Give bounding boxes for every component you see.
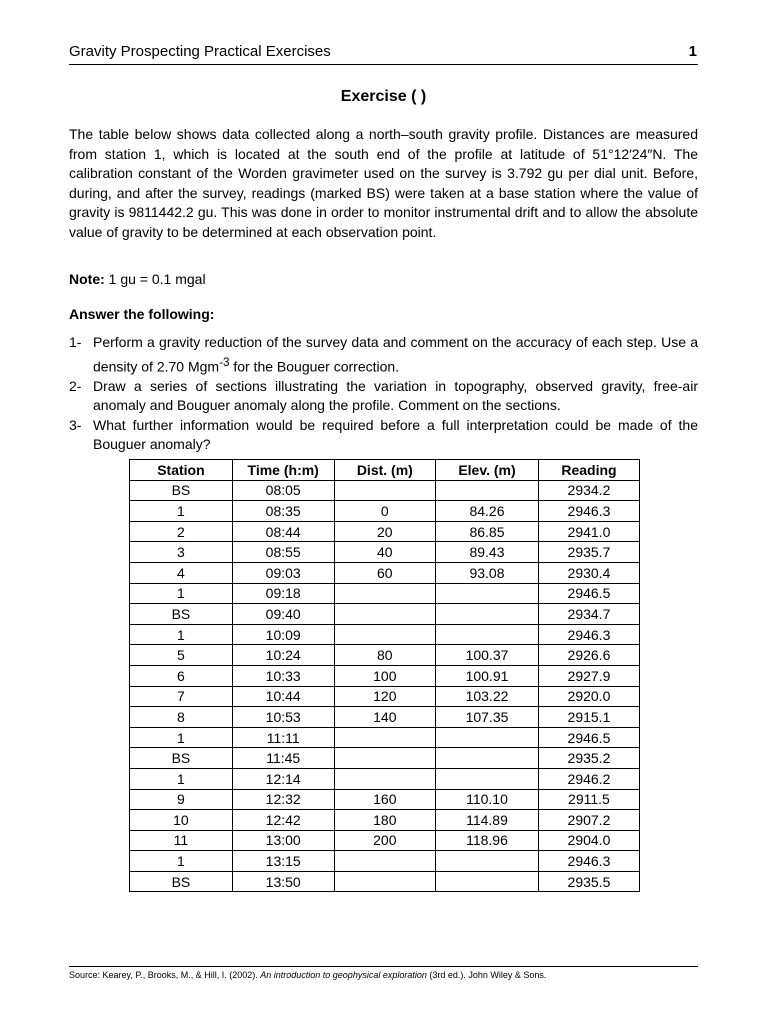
table-cell: 2927.9 (538, 665, 639, 686)
table-cell (436, 768, 539, 789)
table-cell: 110.10 (436, 789, 539, 810)
table-cell: 09:18 (232, 583, 334, 604)
table-cell: 114.89 (436, 810, 539, 831)
table-cell: 93.08 (436, 562, 539, 583)
question-number: 1- (69, 334, 82, 350)
table-row (130, 707, 640, 728)
page-header (69, 42, 698, 65)
table-row (130, 871, 640, 892)
table-cell: 2926.6 (538, 645, 639, 666)
column-header: Station (130, 460, 233, 481)
table-cell: 13:15 (232, 851, 334, 872)
page-number: 1 (688, 43, 697, 60)
table-cell: 12:32 (232, 789, 334, 810)
table-cell: 2911.5 (538, 789, 639, 810)
question-text-end: for the Bouguer correction. (229, 358, 400, 375)
table-cell: 08:35 (232, 501, 334, 522)
table-row (130, 789, 640, 810)
note-label: Note: (69, 271, 105, 287)
table-row (130, 583, 640, 604)
table-row (130, 501, 640, 522)
table-cell: 118.96 (436, 830, 539, 851)
table-cell: 2946.5 (538, 583, 639, 604)
table-cell: 0 (334, 501, 436, 522)
table-header-row (130, 460, 640, 481)
table-cell (334, 480, 436, 501)
table-cell (334, 604, 436, 625)
table-cell: 2915.1 (538, 707, 639, 728)
table-cell: 11:45 (232, 748, 334, 769)
table-cell: 103.22 (436, 686, 539, 707)
table-cell: 2941.0 (538, 521, 639, 542)
table-row (130, 830, 640, 851)
table-cell (436, 624, 539, 645)
table-cell: 120 (334, 686, 436, 707)
table-cell (334, 748, 436, 769)
table-row (130, 542, 640, 563)
table-cell: 4 (130, 562, 233, 583)
table-cell: 10:53 (232, 707, 334, 728)
table-cell: 80 (334, 645, 436, 666)
question-number: 2- (69, 377, 82, 394)
table-cell: 140 (334, 707, 436, 728)
table-cell: 2934.2 (538, 480, 639, 501)
table-row (130, 562, 640, 583)
table-cell: 2946.3 (538, 624, 639, 645)
table-cell: 10:44 (232, 686, 334, 707)
table-row (130, 851, 640, 872)
table-cell: 2934.7 (538, 604, 639, 625)
table-cell: 2935.7 (538, 542, 639, 563)
table-cell (334, 624, 436, 645)
header-title: Gravity Prospecting Practical Exercises (69, 43, 331, 60)
table-cell: 1 (130, 768, 233, 789)
exercise-title: Exercise ( ) (340, 88, 427, 105)
table-cell: BS (130, 871, 233, 892)
question-item (69, 416, 698, 455)
table-cell: 100.37 (436, 645, 539, 666)
table-cell: 40 (334, 542, 436, 563)
table-cell: 200 (334, 830, 436, 851)
table-row (130, 768, 640, 789)
table-cell: 08:55 (232, 542, 334, 563)
question-item (69, 377, 698, 416)
table-cell: 10:09 (232, 624, 334, 645)
note-text: 1 gu = 0.1 mgal (108, 271, 206, 287)
table-cell (334, 727, 436, 748)
table-cell: 1 (130, 727, 233, 748)
table-row (130, 810, 640, 831)
table-cell: 3 (130, 542, 233, 563)
table-cell: 13:00 (232, 830, 334, 851)
table-cell: 1 (130, 583, 233, 604)
table-cell: 107.35 (436, 707, 539, 728)
table-cell (436, 727, 539, 748)
table-cell: 2 (130, 521, 233, 542)
table-cell: 12:42 (232, 810, 334, 831)
table-cell: 7 (130, 686, 233, 707)
table-cell: BS (130, 480, 233, 501)
question-list (69, 333, 698, 455)
table-body (130, 480, 640, 892)
table-cell: 6 (130, 665, 233, 686)
table-cell: 100.91 (436, 665, 539, 686)
column-header: Dist. (m) (334, 460, 436, 481)
table-cell (436, 604, 539, 625)
table-cell (334, 871, 436, 892)
footer-suffix: (3rd ed.). John Wiley & Sons. (426, 970, 547, 980)
table-cell: 11 (130, 830, 233, 851)
table-cell: 1 (130, 624, 233, 645)
table-cell: BS (130, 604, 233, 625)
table-row (130, 480, 640, 501)
gravity-data-table (129, 459, 640, 892)
intro-paragraph: The table below shows data collected along a north–south gravity profile. Distances are measured from station 1, which is located at the south end of the profile at latitude of 51°12′24″N. The calibration constant of the Worden gravimeter used on the survey is 3.792 gu per dial unit. Before, during, and after the survey, readings (marked BS) were taken at a base station where the value of gravity is 9811442.2 gu. This was done in order to monitor instrumental drift and to allow the absolute value of gravity to be determined at each observation point. (69, 126, 698, 240)
table-row (130, 624, 640, 645)
table-row (130, 645, 640, 666)
table-cell: 2946.3 (538, 851, 639, 872)
table-cell: 60 (334, 562, 436, 583)
table-cell: 12:14 (232, 768, 334, 789)
table-cell: 2930.4 (538, 562, 639, 583)
question-text: Perform a gravity reduction of the survey data and comment on the accuracy of each step. Use a density of 2.70 Mgm (93, 334, 698, 375)
table-cell: 09:40 (232, 604, 334, 625)
table-cell (436, 851, 539, 872)
table-cell: 10:33 (232, 665, 334, 686)
question-number: 3- (69, 416, 82, 433)
table-cell: 2935.2 (538, 748, 639, 769)
table-cell: 2946.5 (538, 727, 639, 748)
table-cell: 84.26 (436, 501, 539, 522)
table-cell: 89.43 (436, 542, 539, 563)
table-row (130, 665, 640, 686)
table-row (130, 686, 640, 707)
question-text: What further information would be required before a full interpretation could be made of the Bouguer anomaly? (93, 416, 698, 453)
table-cell: 8 (130, 707, 233, 728)
table-cell (334, 583, 436, 604)
question-item (69, 333, 698, 377)
table-cell (436, 871, 539, 892)
table-cell (436, 748, 539, 769)
table-cell: 10 (130, 810, 233, 831)
table-cell (436, 480, 539, 501)
table-cell: 13:50 (232, 871, 334, 892)
table-cell: 11:11 (232, 727, 334, 748)
table-cell: 2904.0 (538, 830, 639, 851)
table-cell: 2946.3 (538, 501, 639, 522)
table-cell: 5 (130, 645, 233, 666)
table-cell: 86.85 (436, 521, 539, 542)
table-cell: 160 (334, 789, 436, 810)
table-cell: 2907.2 (538, 810, 639, 831)
table-row (130, 748, 640, 769)
table-cell: 20 (334, 521, 436, 542)
table-row (130, 727, 640, 748)
table-cell: 10:24 (232, 645, 334, 666)
footer-book-title: An introduction to geophysical exploration (260, 970, 427, 980)
table-row (130, 521, 640, 542)
table-cell: 1 (130, 501, 233, 522)
table-cell: 08:44 (232, 521, 334, 542)
note-line (69, 271, 206, 287)
table-cell: 180 (334, 810, 436, 831)
table-cell: 2920.0 (538, 686, 639, 707)
footer-prefix: Source: Kearey, P., Brooks, M., & Hill, I. (2002). (69, 970, 261, 980)
table-cell (334, 768, 436, 789)
question-text: Draw a series of sections illustrating the variation in topography, observed gravity, free-air anomaly and Bouguer anomaly along the profile. Comment on the sections. (93, 377, 698, 414)
table-cell: 100 (334, 665, 436, 686)
table-cell: 9 (130, 789, 233, 810)
column-header: Time (h:m) (232, 460, 334, 481)
table-cell: 2935.5 (538, 871, 639, 892)
question-superscript: -3 (219, 355, 230, 369)
column-header: Elev. (m) (436, 460, 539, 481)
column-header: Reading (538, 460, 639, 481)
table-row (130, 604, 640, 625)
table-cell: BS (130, 748, 233, 769)
table-cell (334, 851, 436, 872)
table-cell: 08:05 (232, 480, 334, 501)
table-cell: 1 (130, 851, 233, 872)
table-cell: 09:03 (232, 562, 334, 583)
table-cell (436, 583, 539, 604)
answer-heading: Answer the following: (69, 306, 215, 322)
source-footer (69, 966, 698, 980)
table-cell: 2946.2 (538, 768, 639, 789)
